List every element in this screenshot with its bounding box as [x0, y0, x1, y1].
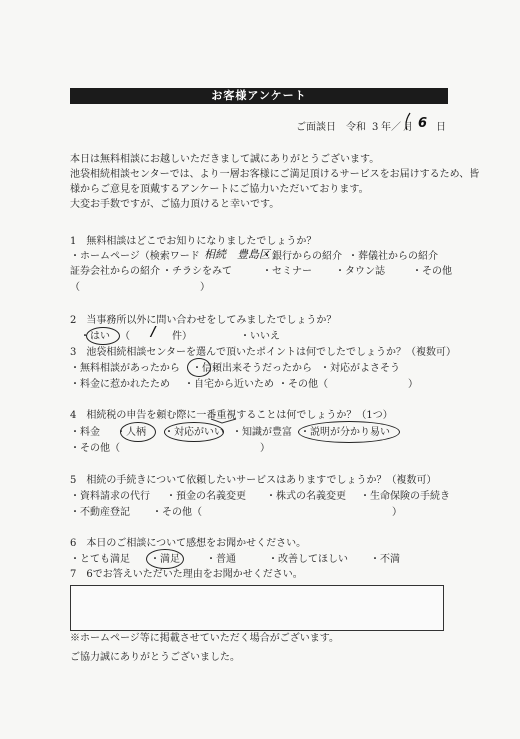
q5-option-other[interactable]: ・その他（ ） [152, 507, 402, 518]
q5-option-stock[interactable]: ・株式の名義変更 [266, 491, 346, 502]
q3-option-near[interactable]: ・自宅から近いため [184, 379, 274, 390]
q1-option-securities[interactable]: 証券会社からの紹介 [70, 266, 160, 277]
q6-option-normal[interactable]: ・普通 [206, 554, 236, 565]
q2-count-unit: 件） [172, 331, 192, 342]
date-label: ご面談日 令和 [296, 122, 366, 133]
q5-option-insurance[interactable]: ・生命保険の手続き [360, 491, 450, 502]
q4-option-other[interactable]: ・その他（ ） [70, 443, 270, 454]
q2-count[interactable]: / [151, 325, 156, 340]
q1-other-paren: （ ） [70, 282, 210, 293]
footer-note: ※ホームページ等に掲載させていただく場合がございます。 [70, 633, 339, 644]
q1-option-flyer[interactable]: ・チラシをみて [162, 266, 232, 277]
q4-option-fee[interactable]: ・料金 [70, 427, 100, 438]
date-day-unit: 日 [436, 122, 446, 133]
q3-option-fee[interactable]: ・料金に惹かれたため [70, 379, 170, 390]
q1-option-other[interactable]: ・その他 [412, 266, 452, 277]
intro-line: 大変お手数ですが、ご協力頂けると幸いです。 [70, 199, 280, 210]
q1-option-seminar[interactable]: ・セミナー [262, 266, 312, 277]
q1-option-funeral[interactable]: ・葬儀社からの紹介 [348, 251, 438, 262]
intro-line: 池袋相続相談センターでは、より一層お客様にご満足頂けるサービスをお届けするため、皆 [70, 169, 480, 180]
q2-option-no[interactable]: ・いいえ [240, 331, 280, 342]
page-title: お客様アンケート [70, 88, 448, 104]
intro-line: 本日は無料相談にお越しいただきまして誠にありがとうございます。 [70, 154, 380, 165]
footer-thanks: ご協力誠にありがとうございました。 [70, 652, 240, 663]
q5-option-docs[interactable]: ・資料請求の代行 [70, 491, 150, 502]
q4-option-knowledge[interactable]: ・知識が豊富 [232, 427, 292, 438]
question-7-text: 7 6でお答えいただいた理由をお聞かせください。 [70, 569, 303, 580]
date-month-unit: 月 [403, 122, 413, 133]
pen-stroke [211, 419, 236, 423]
q5-option-realestate[interactable]: ・不動産登記 [70, 507, 130, 518]
q1-option-homepage[interactable]: ・ホームページ（検索ワード [70, 251, 200, 262]
question-3-text: 3 池袋相続相談センターを選んで頂いたポイントは何でしたでしょうか？（複数可） [70, 347, 456, 358]
q4-option-response[interactable]: ・対応がいい [164, 427, 224, 438]
q6-option-very[interactable]: ・とても満足 [70, 554, 130, 565]
q5-option-deposit[interactable]: ・預金の名義変更 [166, 491, 246, 502]
question-6-text: 6 本日のご相談について感想をお聞かせください。 [70, 538, 307, 549]
date-day[interactable]: 6 [418, 116, 428, 131]
q3-option-free[interactable]: ・無料相談があったから [70, 363, 180, 374]
q1-option-bank[interactable]: ・銀行からの紹介 [262, 251, 342, 262]
intro-line: 様からご意見を頂戴するアンケートにご協力いただいております。 [70, 184, 369, 195]
q3-option-service[interactable]: ・対応がよさそう [320, 363, 400, 374]
q6-option-improve[interactable]: ・改善してほしい [268, 554, 348, 565]
q1-option-townmag[interactable]: ・タウン誌 [335, 266, 385, 277]
month-stroke [406, 113, 410, 130]
q4-option-explain[interactable]: ・説明が分かり易い [300, 427, 390, 438]
q2-paren-open: （ [120, 331, 130, 342]
q3-option-other[interactable]: ・その他（ ） [278, 379, 418, 390]
q3-option-trust[interactable]: ・信頼出来そうだったから [192, 363, 312, 374]
question-1-text: 1 無料相談はどこでお知りになりましたでしょうか？ [70, 236, 317, 247]
q6-option-satisfied[interactable]: ・満足 [150, 554, 180, 565]
question-4-text: 4 相続税の申告を頼む際に一番重視することは何でしょうか？（1つ） [70, 410, 393, 421]
question-5-text: 5 相続の手続きについて依頼したいサービスはありますでしょうか？（複数可） [70, 475, 437, 486]
q4-option-person[interactable]: ・人柄 [116, 427, 146, 438]
q1-search-word[interactable]: 相続 豊島区 [204, 248, 270, 261]
question-2-text: 2 当事務所以外に問い合わせをしてみましたでしょうか？ [70, 315, 337, 326]
q2-option-yes[interactable]: ・はい [80, 331, 110, 342]
date-year-unit: 年／ [381, 122, 401, 133]
date-year[interactable]: 3 [372, 122, 379, 133]
q6-option-unsatisfied[interactable]: ・不満 [370, 554, 400, 565]
